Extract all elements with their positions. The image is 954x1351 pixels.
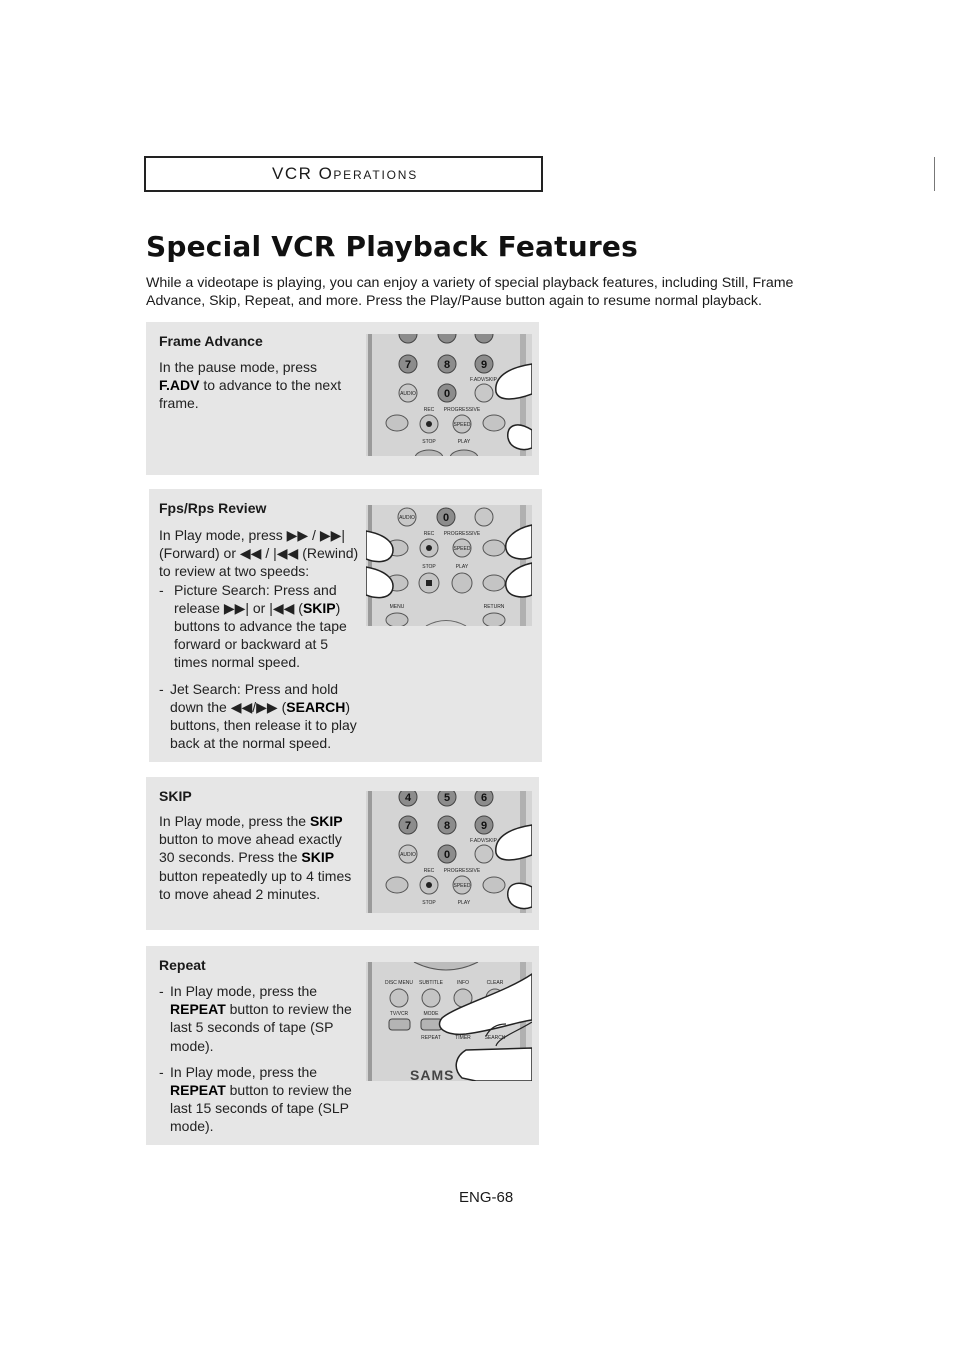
speed-label: SPEED [453, 883, 471, 889]
rec-label: REC [423, 531, 435, 537]
skip-back-icon: |◀◀ [273, 545, 299, 562]
rewind-icon: ◀◀ [230, 698, 253, 715]
play-label: PLAY [455, 564, 469, 570]
speed-label: SPEED [453, 546, 471, 552]
speed-label: SPEED [453, 422, 471, 428]
fadv-skip-label: F.ADV/SKIP [470, 377, 497, 383]
return-label: RETURN [483, 604, 505, 610]
stop-label: STOP [422, 439, 436, 445]
digit-0: 0 [443, 388, 451, 400]
subtitle-label: SUBTITLE [419, 980, 443, 986]
fadv-skip-label: F.ADV/SKIP [470, 838, 497, 844]
section-header-box [144, 156, 543, 192]
digit-7: 7 [404, 359, 412, 371]
menu-label: MENU [389, 604, 405, 610]
disc-menu-label: DISC MENU [384, 980, 414, 986]
forward-icon: ▶▶ [256, 698, 278, 715]
progressive-label: PROGRESSIVE [443, 531, 481, 537]
repeat-label: REPEAT [421, 1035, 441, 1041]
search-label: SEARCH [484, 1035, 506, 1041]
forward-icon: ▶▶ [286, 527, 309, 543]
skip-back-icon: |◀◀ [269, 599, 295, 616]
skip-text: In Play mode, press the SKIP button to move ahead exactly 30 seconds. Press the SKIP button repeatedly up to 4 times to move ahead 2 minutes. [159, 813, 352, 902]
digit-8: 8 [443, 359, 451, 371]
tv-vcr-label: TV/VCR [389, 1011, 409, 1017]
skip-forward-icon: ▶▶| [319, 527, 346, 543]
digit-4: 4 [404, 792, 412, 804]
info-label: INFO [457, 980, 469, 986]
page-number: ENG-68 [459, 1189, 514, 1206]
progressive-label: PROGRESSIVE [443, 407, 481, 413]
remote-illustration-skip [366, 791, 532, 913]
digit-6: 6 [480, 792, 488, 804]
frame-advance-text: In the pause mode, press F.ADV to advance to the next frame. [159, 359, 342, 412]
frame-advance-title: Frame Advance [159, 333, 263, 349]
finger-icon [456, 1048, 532, 1081]
digit-0: 0 [443, 849, 451, 861]
intro-paragraph: While a videotape is playing, you can enjoy a variety of special playback features, including Still, Frame Advance, Skip, Repeat, and more. Press the Play/Pause button again to resume normal playback. [146, 275, 794, 309]
remote-illustration-frame-advance [366, 334, 532, 456]
audio-label: AUDIO [400, 391, 416, 397]
page-title: Special VCR Playback Features [146, 230, 638, 263]
digit-9: 9 [480, 359, 488, 371]
play-label: PLAY [457, 439, 471, 445]
digit-0: 0 [442, 512, 450, 524]
margin-rule [934, 157, 935, 191]
fps-rps-title: Fps/Rps Review [159, 500, 267, 516]
rewind-icon: ◀◀ [239, 545, 262, 562]
skip-forward-icon: ▶▶| [223, 599, 249, 616]
mode-label: MODE [423, 1011, 439, 1017]
audio-label: AUDIO [399, 515, 415, 521]
remote-illustration-fps-rps [366, 505, 532, 626]
skip-title: SKIP [159, 788, 192, 804]
digit-9: 9 [480, 820, 488, 832]
digit-5: 5 [443, 792, 451, 804]
rec-label: REC [423, 868, 435, 874]
fps-rps-text: In Play mode, press ▶▶ / ▶▶| (Forward) or ◀◀ / |◀◀ (Rewind) to review at two speeds: - Picture Search: Press and release ▶▶| or |◀◀ (SKIP) buttons to advance the tape forward or backward at 5 times normal speed. - Jet Search: Press and hold down the ◀◀/▶▶ (SEARCH) buttons, then release it to play back at the normal speed. [159, 527, 359, 752]
play-label: PLAY [457, 900, 471, 906]
progressive-label: PROGRESSIVE [443, 868, 481, 874]
samsung-logo: SAMS [410, 1067, 455, 1081]
stop-label: STOP [422, 900, 436, 906]
stop-label: STOP [422, 564, 436, 570]
section-header-label: VCR OPERATIONS [272, 164, 418, 183]
timer-label: TIMER [455, 1035, 471, 1041]
audio-label: AUDIO [400, 852, 416, 858]
repeat-title: Repeat [159, 957, 206, 973]
digit-8: 8 [443, 820, 451, 832]
digit-7: 7 [404, 820, 412, 832]
clear-label: CLEAR [486, 980, 504, 986]
remote-illustration-repeat [366, 962, 532, 1081]
rec-label: REC [423, 407, 435, 413]
repeat-text: - In Play mode, press the REPEAT button to review the last 5 seconds of tape (SP mode). - In Play mode, press the REPEAT button to review the last 15 seconds of tape (SLP mode). [159, 983, 352, 1135]
